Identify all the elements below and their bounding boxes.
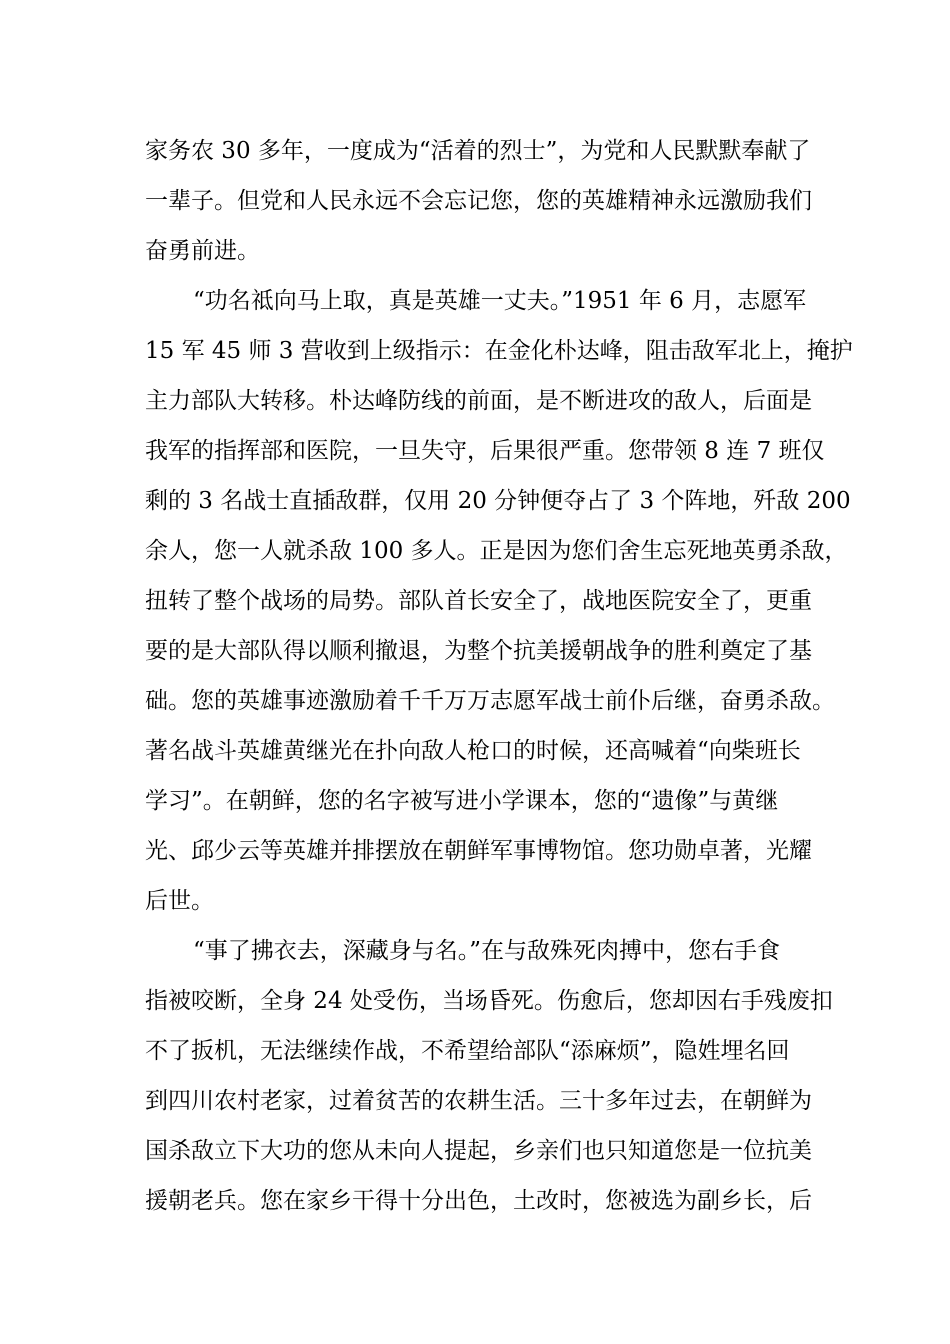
text-line-18: 指被咬断，全身 24 处受伤，当场昏死。伤愈后，您却因右手残废扣: [145, 988, 833, 1014]
text-line-4: “功名祗向马上取，真是英雄一丈夫。”1951 年 6 月，志愿军: [193, 288, 807, 314]
text-line-14: 学习”。在朝鲜，您的名字被写进小学课本，您的“遗像”与黄继: [145, 788, 779, 814]
text-line-20: 到四川农村老家，过着贫苦的农耕生活。三十多年过去，在朝鲜为: [145, 1088, 812, 1114]
text-line-10: 扭转了整个战场的局势。部队首长安全了，战地医院安全了，更重: [145, 588, 812, 614]
text-line-13: 著名战斗英雄黄继光在扑向敌人枪口的时候，还高喊着“向柴班长: [145, 738, 801, 764]
text-line-1: 家务农 30 多年，一度成为“活着的烈士”，为党和人民默默奉献了: [145, 138, 811, 164]
text-line-11: 要的是大部队得以顺利撤退，为整个抗美援朝战争的胜利奠定了基: [145, 638, 812, 664]
text-line-2: 一辈子。但党和人民永远不会忘记您，您的英雄精神永远激励我们: [145, 188, 812, 214]
text-line-5: 15 军 45 师 3 营收到上级指示：在金化朴达峰，阻击敌军北上，掩护: [145, 338, 853, 364]
text-line-15: 光、邱少云等英雄并排摆放在朝鲜军事博物馆。您功勋卓著，光耀: [145, 838, 812, 864]
text-line-8: 剩的 3 名战士直插敌群，仅用 20 分钟便夺占了 3 个阵地，歼敌 200: [145, 488, 851, 514]
text-line-6: 主力部队大转移。朴达峰防线的前面，是不断进攻的敌人，后面是: [145, 388, 812, 414]
text-line-3: 奋勇前进。: [145, 238, 260, 264]
text-line-16: 后世。: [145, 888, 214, 914]
text-line-9: 余人，您一人就杀敌 100 多人。正是因为您们舍生忘死地英勇杀敌，: [145, 538, 848, 564]
text-line-19: 不了扳机，无法继续作战，不希望给部队“添麻烦”，隐姓埋名回: [145, 1038, 790, 1064]
text-line-22: 援朝老兵。您在家乡干得十分出色，土改时，您被选为副乡长，后: [145, 1188, 812, 1214]
text-line-21: 国杀敌立下大功的您从未向人提起，乡亲们也只知道您是一位抗美: [145, 1138, 812, 1164]
text-line-12: 础。您的英雄事迹激励着千千万万志愿军战士前仆后继，奋勇杀敌。: [145, 688, 835, 714]
text-line-17: “事了拂衣去，深藏身与名。”在与敌殊死肉搏中，您右手食: [193, 938, 781, 964]
text-line-7: 我军的指挥部和医院，一旦失守，后果很严重。您带领 8 连 7 班仅: [145, 438, 825, 464]
